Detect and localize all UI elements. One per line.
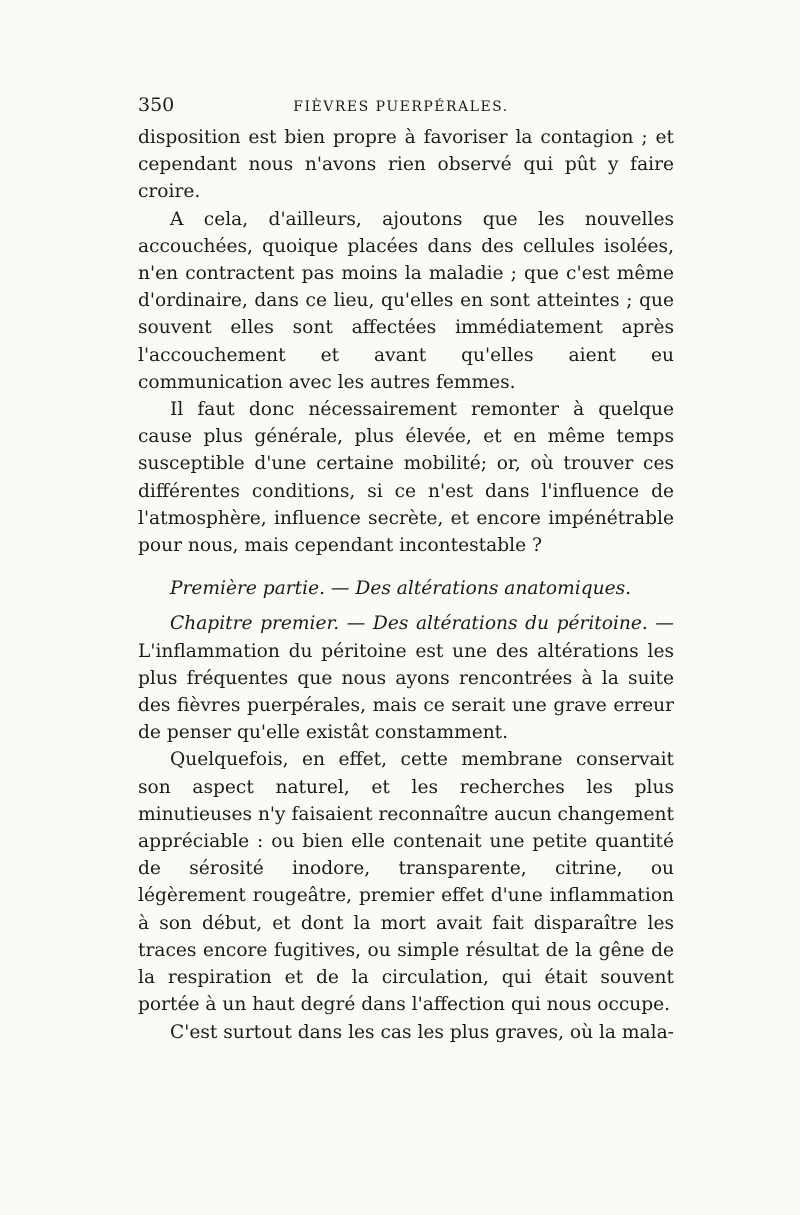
chapter-paragraph bbox=[138, 610, 674, 746]
running-head bbox=[138, 94, 674, 120]
chapter-title: Chapitre premier. — Des altérations du péritoine. bbox=[170, 613, 648, 635]
paragraph: Il faut donc nécessairement remonter à quelque cause plus générale, plus élevée, et en même temps susceptible d'une certaine mobilité; or, où trouver ces différentes conditions, si ce n'est dans l'influence de l'atmosphère, influence secrète, et encore impénétrable pour nous, mais cependant incontestable ? bbox=[138, 399, 674, 557]
running-title: FIÈVRES PUERPÉRALES. bbox=[293, 99, 509, 115]
page-number: 350 bbox=[138, 94, 175, 116]
paragraph: A cela, d'ailleurs, ajoutons que les nouvelles accouchées, quoique placées dans des cellules isolées, n'en contractent pas moins la maladie ; que c'est même d'ordinaire, dans ce lieu, qu'elles en sont atteintes ; que souvent elles sont affectées immédiatement après l'accouchement et avant qu'elles aient eu communication avec les autres femmes. bbox=[138, 208, 674, 393]
paragraph: Quelquefois, en effet, cette membrane conservait son aspect naturel, et les recherches les plus minutieuses n'y faisaient reconnaître aucun changement appréciable : ou bien elle contenait une petite quantité de sérosité inodore, transparente, citrine, ou légèrement rougeâtre, premier effet d'une inflammation à son début, et dont la mort avait fait disparaître les traces encore fugitives, ou simple résultat de la gêne de la respiration et de la circulation, qui était souvent portée à un haut degré dans l'affection qui nous occupe. bbox=[138, 749, 674, 1016]
paragraph-continued: disposition est bien propre à favoriser la contagion ; et cependant nous n'avons rien observé qui pût y faire croire. bbox=[138, 127, 674, 203]
chapter-text: — L'inflammation du péritoine est une des altérations les plus fréquentes que nous ayons rencontrées à la suite des fièvres puerpérales, mais ce serait une grave erreur de penser qu'elle existât constamment. bbox=[138, 613, 674, 744]
paragraph-truncated: C'est surtout dans les cas les plus graves, où la mala- bbox=[170, 1021, 674, 1043]
part-heading: Première partie. — Des altérations anatomiques. bbox=[170, 578, 632, 600]
book-page bbox=[138, 94, 674, 1046]
